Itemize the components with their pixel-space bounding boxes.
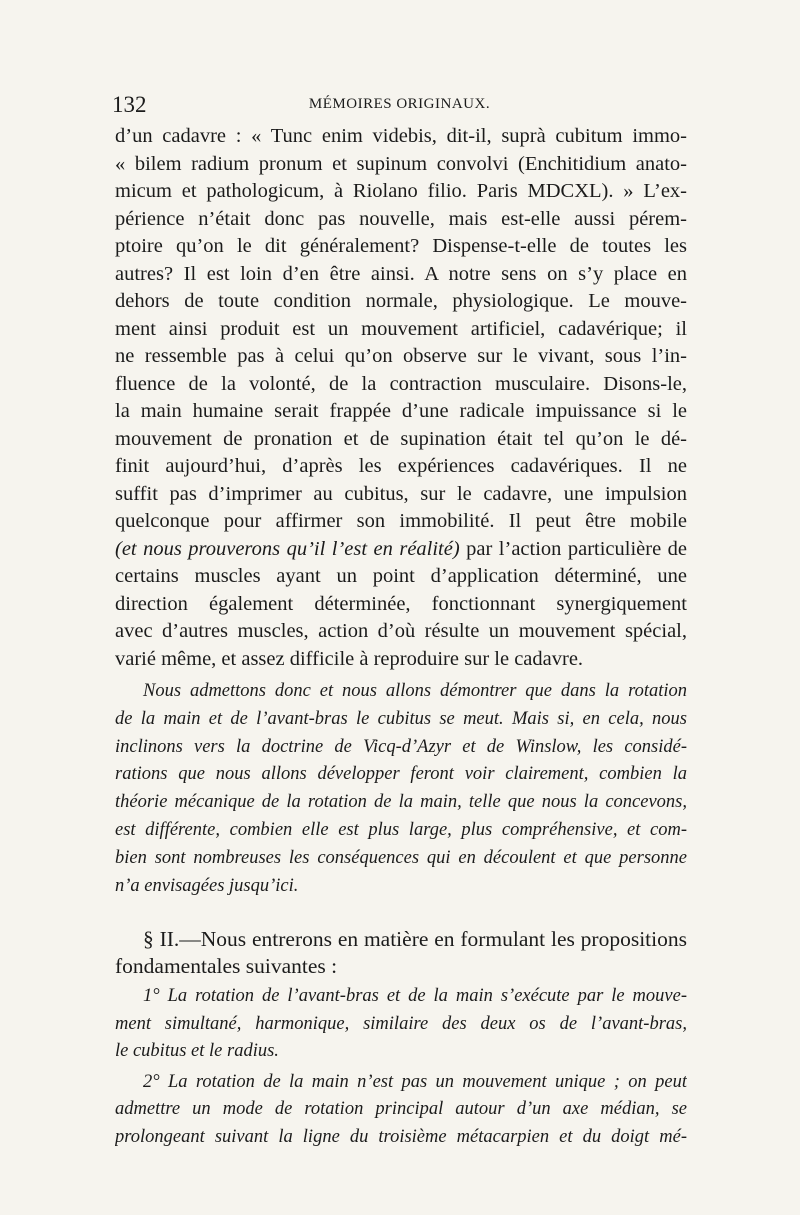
text-line: le cubitus et le radius. [115, 1041, 279, 1062]
text-line: varié même, et assez difficile à reproduire sur le cadavre. [115, 647, 584, 670]
body-text [115, 123, 687, 1151]
text-line: rations que nous allons développer feront voir clairement, combien la [115, 764, 687, 785]
text-line: 1° La rotation de l’avant-bras et de la main s’exécute par le mouve- [143, 986, 687, 1007]
text-line: ne ressemble pas à celui qu’on observe sur le vivant, sous l’in- [115, 345, 687, 367]
text-line: prolongeant suivant la ligne du troisième métacarpien et du doigt mé- [115, 1126, 687, 1147]
text-line: ment simultané, harmonique, similaire des deux os de l’avant-bras, [115, 1013, 687, 1034]
proposition-2 [115, 1069, 687, 1152]
text-line: § II.—Nous entrerons en matière en formulant les propositions [143, 927, 687, 952]
text-line: admettre un mode de rotation principal autour d’un axe médian, se [115, 1099, 687, 1120]
text-line: « bilem radium pronum et supinum convolvi (Enchitidium anato- [115, 152, 687, 175]
text-line: micum et pathologicum, à Riolano filio. Paris MDCXL). » L’ex- [115, 180, 687, 202]
section-heading-paragraph [115, 926, 687, 980]
text-line: Nous admettons donc et nous allons démontrer que dans la rotation [143, 681, 687, 701]
paragraph-2-italic [115, 678, 687, 900]
text-fragment: par l’action particulière de [466, 537, 687, 560]
text-line: théorie mécanique de la rotation de la main, telle que nous la concevons, [115, 792, 687, 813]
text-line: avec d’autres muscles, action d’où résulte un mouvement spécial, [115, 620, 687, 642]
running-head: MÉMOIRES ORIGINAUX. [308, 96, 491, 112]
text-line: quelconque pour affirmer son immobilité. Il peut être mobile [115, 510, 687, 532]
text-line: est différente, combien elle est plus large, plus compréhensive, et com- [115, 819, 687, 840]
paragraph-1 [115, 123, 687, 673]
proposition-1 [115, 983, 687, 1066]
text-line: inclinons vers la doctrine de Vicq-d’Azyr et de Winslow, les considé- [115, 736, 687, 757]
text-line: suffit pas d’imprimer au cubitus, sur le cadavre, une impulsion [115, 482, 687, 505]
page-number: 132 [112, 92, 147, 117]
text-line: dehors de toute condition normale, physiologique. Le mouve- [115, 290, 687, 312]
italic-aside: (et nous prouverons qu’il l’est en réalité) [115, 537, 460, 560]
text-line: ptoire qu’on le dit généralement? Dispense-t-elle de toutes les [115, 235, 687, 257]
text-line: finit aujourd’hui, d’après les expériences cadavériques. Il ne [115, 455, 687, 477]
text-line: direction également déterminée, fonctionnant synergiquement [115, 592, 687, 615]
text-line: n’a envisagées jusqu’ici. [115, 875, 299, 896]
text-line-mixed [115, 536, 687, 564]
text-line: fondamentales suivantes : [115, 954, 338, 979]
text-line: de la main et de l’avant-bras le cubitus se meut. Mais si, en cela, nous [115, 708, 687, 729]
text-line: d’un cadavre : « Tunc enim videbis, dit-il, suprà cubitum immo- [115, 125, 687, 147]
text-line: 2° La rotation de la main n’est pas un mouvement unique ; on peut [143, 1071, 687, 1092]
text-line: autres? Il est loin d’en être ainsi. A notre sens on s’y place en [115, 262, 687, 285]
text-line: ment ainsi produit est un mouvement artificiel, cadavérique; il [115, 317, 687, 340]
page-header [112, 92, 687, 122]
text-line: certains muscles ayant un point d’application déterminé, une [115, 565, 687, 587]
text-line: mouvement de pronation et de supination était tel qu’on le dé- [115, 427, 687, 450]
text-line: bien sont nombreuses les conséquences qui en découlent et que personne [115, 847, 687, 868]
text-line: fluence de la volonté, de la contraction musculaire. Disons-le, [115, 372, 687, 395]
text-line: la main humaine serait frappée d’une radicale impuissance si le [115, 400, 687, 422]
text-line: périence n’était donc pas nouvelle, mais est-elle aussi pérem- [115, 207, 687, 230]
